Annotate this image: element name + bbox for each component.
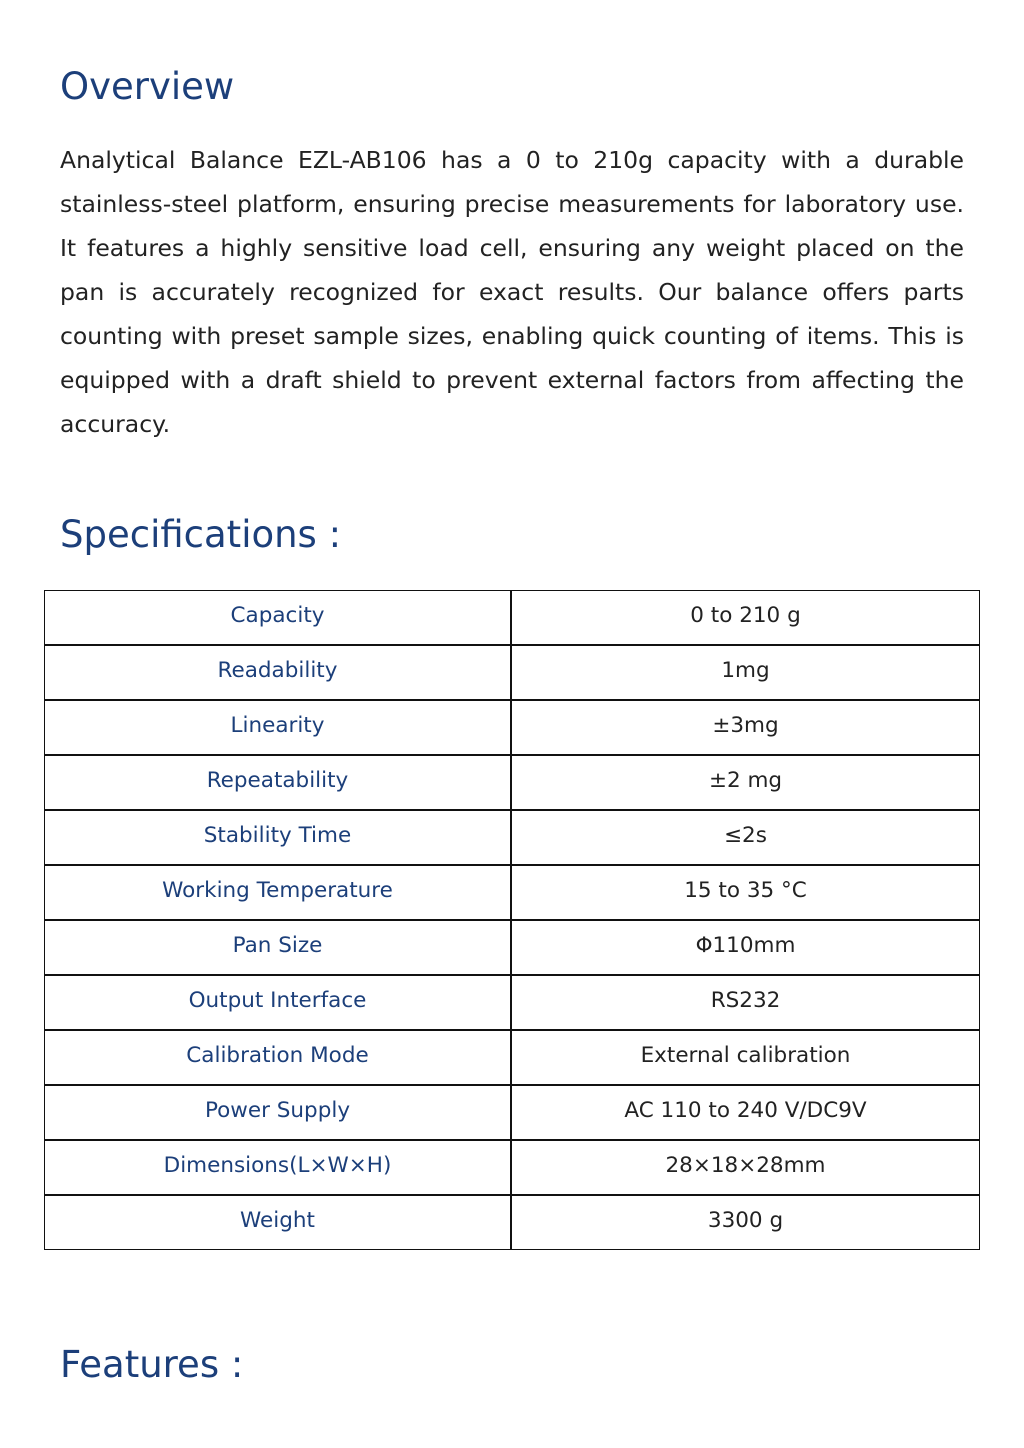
spec-value: RS232 (511, 975, 980, 1030)
specifications-heading: Specifications : (60, 513, 342, 556)
spec-value: ≤2s (511, 810, 980, 865)
spec-label: Readability (44, 645, 511, 700)
table-row (44, 865, 980, 920)
spec-value: 1mg (511, 645, 980, 700)
spec-label: Output Interface (44, 975, 511, 1030)
table-row (44, 590, 980, 645)
spec-label: Power Supply (44, 1085, 511, 1140)
table-row (44, 1030, 980, 1085)
spec-value: 28×18×28mm (511, 1140, 980, 1195)
spec-label: Repeatability (44, 755, 511, 810)
spec-value: 3300 g (511, 1195, 980, 1250)
spec-label: Calibration Mode (44, 1030, 511, 1085)
spec-label: Weight (44, 1195, 511, 1250)
table-row (44, 810, 980, 865)
table-row (44, 920, 980, 975)
table-row (44, 645, 980, 700)
table-row (44, 700, 980, 755)
spec-label: Stability Time (44, 810, 511, 865)
table-row (44, 755, 980, 810)
table-row (44, 1140, 980, 1195)
spec-value: ±2 mg (511, 755, 980, 810)
features-heading: Features : (60, 1343, 244, 1386)
spec-label: Dimensions(L×W×H) (44, 1140, 511, 1195)
overview-heading: Overview (60, 65, 235, 108)
spec-value: ±3mg (511, 700, 980, 755)
spec-value: 15 to 35 °C (511, 865, 980, 920)
spec-label: Capacity (44, 590, 511, 645)
spec-label: Linearity (44, 700, 511, 755)
table-row (44, 1085, 980, 1140)
table-row (44, 1195, 980, 1250)
table-row (44, 975, 980, 1030)
spec-value: Φ110mm (511, 920, 980, 975)
spec-value: 0 to 210 g (511, 590, 980, 645)
spec-label: Pan Size (44, 920, 511, 975)
spec-value: External calibration (511, 1030, 980, 1085)
overview-paragraph: Analytical Balance EZL-AB106 has a 0 to 210g capacity with a durable stainless-steel platform, ensuring precise measurements for laboratory use. It features a highly sensitive load cell, ensuring any weight placed on the pan is accurately recognized for exact results. Our balance offers parts counting with preset sample sizes, enabling quick counting of items. This is equipped with a draft shield to prevent external factors from affecting the accuracy. (60, 146, 964, 438)
spec-label: Working Temperature (44, 865, 511, 920)
spec-value: AC 110 to 240 V/DC9V (511, 1085, 980, 1140)
specifications-table (44, 590, 980, 1250)
